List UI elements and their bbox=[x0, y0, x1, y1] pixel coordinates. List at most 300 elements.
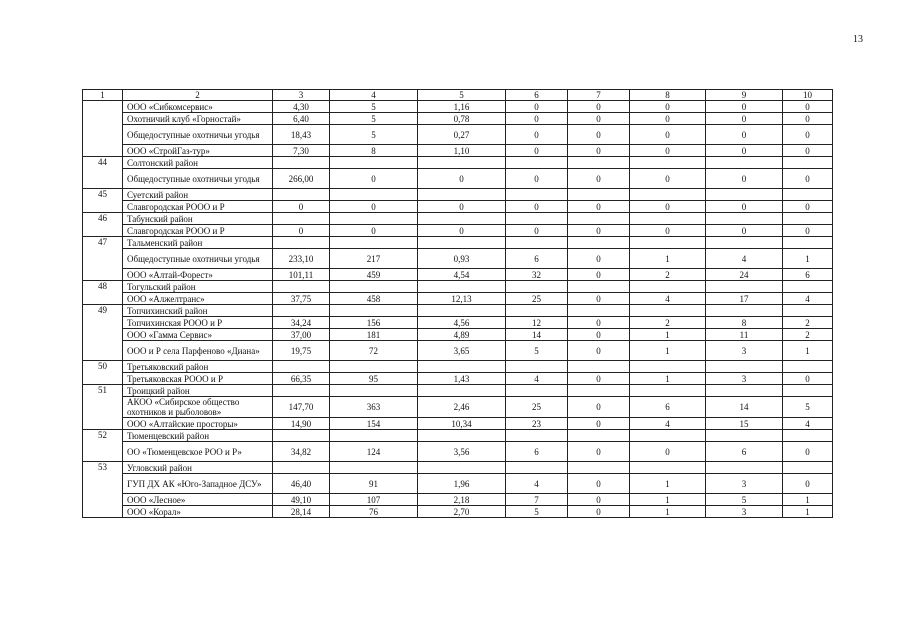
table-row bbox=[83, 418, 833, 430]
organization-name: Общедоступные охотничьи угодья bbox=[123, 125, 273, 145]
column-number-header: 1 bbox=[83, 90, 123, 101]
value-cell: 2,70 bbox=[418, 506, 506, 518]
empty-cell bbox=[506, 157, 568, 169]
value-cell: 7 bbox=[506, 494, 568, 506]
value-cell: 4 bbox=[706, 249, 783, 269]
empty-cell bbox=[706, 361, 783, 373]
empty-cell bbox=[706, 157, 783, 169]
value-cell: 1,96 bbox=[418, 474, 506, 494]
table-row bbox=[83, 225, 833, 237]
table-row bbox=[83, 329, 833, 341]
value-cell: 10,34 bbox=[418, 418, 506, 430]
empty-cell bbox=[506, 305, 568, 317]
empty-cell bbox=[568, 237, 630, 249]
value-cell: 0 bbox=[506, 125, 568, 145]
district-number: 53 bbox=[83, 462, 123, 518]
value-cell: 12,13 bbox=[418, 293, 506, 305]
empty-cell bbox=[706, 430, 783, 442]
value-cell: 0 bbox=[506, 225, 568, 237]
empty-cell bbox=[783, 361, 833, 373]
value-cell: 0 bbox=[783, 474, 833, 494]
value-cell: 4 bbox=[783, 293, 833, 305]
value-cell: 0 bbox=[568, 397, 630, 418]
value-cell: 49,10 bbox=[273, 494, 330, 506]
empty-cell bbox=[630, 157, 706, 169]
empty-cell bbox=[330, 189, 418, 201]
empty-cell bbox=[506, 361, 568, 373]
value-cell: 95 bbox=[330, 373, 418, 385]
empty-cell bbox=[783, 385, 833, 397]
value-cell: 14,90 bbox=[273, 418, 330, 430]
value-cell: 5 bbox=[330, 113, 418, 125]
value-cell: 0 bbox=[630, 113, 706, 125]
value-cell: 0 bbox=[568, 169, 630, 189]
district-row bbox=[83, 213, 833, 225]
district-name: Тальменский район bbox=[123, 237, 273, 249]
value-cell: 0 bbox=[568, 249, 630, 269]
value-cell: 19,75 bbox=[273, 341, 330, 361]
empty-cell bbox=[506, 385, 568, 397]
empty-cell bbox=[706, 281, 783, 293]
value-cell: 34,82 bbox=[273, 442, 330, 462]
empty-cell bbox=[568, 281, 630, 293]
value-cell: 17 bbox=[706, 293, 783, 305]
value-cell: 6 bbox=[706, 442, 783, 462]
value-cell: 0 bbox=[506, 145, 568, 157]
value-cell: 0 bbox=[568, 329, 630, 341]
table-row bbox=[83, 201, 833, 213]
value-cell: 5 bbox=[706, 494, 783, 506]
district-name: Тогульский район bbox=[123, 281, 273, 293]
value-cell: 5 bbox=[783, 397, 833, 418]
value-cell: 459 bbox=[330, 269, 418, 281]
value-cell: 1 bbox=[783, 249, 833, 269]
value-cell: 0 bbox=[568, 494, 630, 506]
empty-cell bbox=[330, 430, 418, 442]
value-cell: 233,10 bbox=[273, 249, 330, 269]
empty-cell bbox=[630, 237, 706, 249]
table-row bbox=[83, 293, 833, 305]
value-cell: 0 bbox=[568, 201, 630, 213]
value-cell: 0 bbox=[568, 293, 630, 305]
value-cell: 2,46 bbox=[418, 397, 506, 418]
value-cell: 0 bbox=[418, 225, 506, 237]
value-cell: 0 bbox=[706, 125, 783, 145]
district-number: 51 bbox=[83, 385, 123, 430]
empty-cell bbox=[273, 281, 330, 293]
empty-cell bbox=[706, 462, 783, 474]
value-cell: 12 bbox=[506, 317, 568, 329]
empty-cell bbox=[330, 361, 418, 373]
value-cell: 0 bbox=[330, 169, 418, 189]
value-cell: 0 bbox=[630, 125, 706, 145]
empty-cell bbox=[706, 305, 783, 317]
value-cell: 25 bbox=[506, 397, 568, 418]
organization-name: Славгородская РООО и Р bbox=[123, 201, 273, 213]
empty-cell bbox=[783, 430, 833, 442]
empty-cell bbox=[568, 305, 630, 317]
value-cell: 28,14 bbox=[273, 506, 330, 518]
value-cell: 2,18 bbox=[418, 494, 506, 506]
value-cell: 5 bbox=[506, 506, 568, 518]
value-cell: 1 bbox=[630, 329, 706, 341]
table-row bbox=[83, 269, 833, 281]
district-row bbox=[83, 430, 833, 442]
empty-cell bbox=[706, 189, 783, 201]
value-cell: 6 bbox=[506, 442, 568, 462]
organization-name: Охотничий клуб «Горностай» bbox=[123, 113, 273, 125]
value-cell: 0 bbox=[568, 506, 630, 518]
empty-cell bbox=[273, 305, 330, 317]
column-number-header: 4 bbox=[330, 90, 418, 101]
empty-cell bbox=[630, 462, 706, 474]
value-cell: 4,89 bbox=[418, 329, 506, 341]
district-number: 47 bbox=[83, 237, 123, 281]
value-cell: 4,56 bbox=[418, 317, 506, 329]
value-cell: 0 bbox=[630, 225, 706, 237]
table-row bbox=[83, 341, 833, 361]
column-number-header: 3 bbox=[273, 90, 330, 101]
value-cell: 0 bbox=[273, 225, 330, 237]
column-number-header: 9 bbox=[706, 90, 783, 101]
value-cell: 0 bbox=[568, 225, 630, 237]
value-cell: 2 bbox=[783, 317, 833, 329]
empty-cell bbox=[568, 430, 630, 442]
value-cell: 1 bbox=[630, 373, 706, 385]
table-row bbox=[83, 249, 833, 269]
value-cell: 266,00 bbox=[273, 169, 330, 189]
value-cell: 0 bbox=[568, 341, 630, 361]
empty-cell bbox=[273, 361, 330, 373]
value-cell: 14 bbox=[706, 397, 783, 418]
empty-cell bbox=[330, 462, 418, 474]
empty-cell bbox=[418, 281, 506, 293]
value-cell: 3 bbox=[706, 506, 783, 518]
column-number-header: 5 bbox=[418, 90, 506, 101]
empty-cell bbox=[273, 385, 330, 397]
value-cell: 124 bbox=[330, 442, 418, 462]
value-cell: 25 bbox=[506, 293, 568, 305]
value-cell: 156 bbox=[330, 317, 418, 329]
empty-cell bbox=[418, 385, 506, 397]
district-row bbox=[83, 361, 833, 373]
value-cell: 0 bbox=[568, 125, 630, 145]
value-cell: 0 bbox=[783, 101, 833, 113]
value-cell: 0,93 bbox=[418, 249, 506, 269]
value-cell: 0 bbox=[783, 113, 833, 125]
value-cell: 147,70 bbox=[273, 397, 330, 418]
empty-cell bbox=[630, 189, 706, 201]
value-cell: 14 bbox=[506, 329, 568, 341]
district-name: Солтонский район bbox=[123, 157, 273, 169]
value-cell: 3,56 bbox=[418, 442, 506, 462]
empty-cell bbox=[330, 157, 418, 169]
value-cell: 0 bbox=[706, 113, 783, 125]
value-cell: 5 bbox=[506, 341, 568, 361]
value-cell: 0 bbox=[706, 101, 783, 113]
district-row bbox=[83, 281, 833, 293]
organization-name: ООО «Алжелтранс» bbox=[123, 293, 273, 305]
value-cell: 0 bbox=[783, 225, 833, 237]
value-cell: 0 bbox=[630, 101, 706, 113]
value-cell: 5 bbox=[330, 101, 418, 113]
value-cell: 0 bbox=[568, 418, 630, 430]
value-cell: 1,10 bbox=[418, 145, 506, 157]
value-cell: 1 bbox=[630, 506, 706, 518]
value-cell: 34,24 bbox=[273, 317, 330, 329]
value-cell: 0,78 bbox=[418, 113, 506, 125]
value-cell: 0 bbox=[568, 442, 630, 462]
value-cell: 7,30 bbox=[273, 145, 330, 157]
value-cell: 1 bbox=[630, 494, 706, 506]
value-cell: 181 bbox=[330, 329, 418, 341]
district-row bbox=[83, 462, 833, 474]
value-cell: 8 bbox=[706, 317, 783, 329]
value-cell: 0 bbox=[568, 145, 630, 157]
empty-cell bbox=[330, 385, 418, 397]
district-number: 48 bbox=[83, 281, 123, 305]
value-cell: 1 bbox=[630, 341, 706, 361]
value-cell: 2 bbox=[630, 317, 706, 329]
empty-cell bbox=[568, 361, 630, 373]
column-number-header: 2 bbox=[123, 90, 273, 101]
value-cell: 217 bbox=[330, 249, 418, 269]
value-cell: 1 bbox=[783, 506, 833, 518]
value-cell: 6 bbox=[630, 397, 706, 418]
table-row bbox=[83, 317, 833, 329]
district-number: 46 bbox=[83, 213, 123, 237]
table-row bbox=[83, 397, 833, 418]
value-cell: 3,65 bbox=[418, 341, 506, 361]
table-body bbox=[83, 90, 833, 518]
empty-cell bbox=[330, 213, 418, 225]
table-row bbox=[83, 442, 833, 462]
value-cell: 0 bbox=[783, 125, 833, 145]
value-cell: 37,75 bbox=[273, 293, 330, 305]
empty-cell bbox=[418, 361, 506, 373]
value-cell: 6 bbox=[506, 249, 568, 269]
value-cell: 4 bbox=[630, 293, 706, 305]
district-number: 52 bbox=[83, 430, 123, 462]
district-row bbox=[83, 157, 833, 169]
district-row bbox=[83, 305, 833, 317]
empty-cell bbox=[330, 305, 418, 317]
value-cell: 0 bbox=[418, 201, 506, 213]
value-cell: 0 bbox=[630, 145, 706, 157]
value-cell: 0 bbox=[706, 169, 783, 189]
value-cell: 66,35 bbox=[273, 373, 330, 385]
district-number: 44 bbox=[83, 157, 123, 189]
empty-cell bbox=[783, 281, 833, 293]
district-number bbox=[83, 101, 123, 157]
empty-cell bbox=[630, 430, 706, 442]
value-cell: 4,30 bbox=[273, 101, 330, 113]
organization-name: ООО «СтройГаз-тур» bbox=[123, 145, 273, 157]
value-cell: 11 bbox=[706, 329, 783, 341]
value-cell: 363 bbox=[330, 397, 418, 418]
value-cell: 4 bbox=[506, 373, 568, 385]
column-number-row bbox=[83, 90, 833, 101]
empty-cell bbox=[418, 305, 506, 317]
value-cell: 0 bbox=[506, 201, 568, 213]
empty-cell bbox=[630, 281, 706, 293]
empty-cell bbox=[330, 281, 418, 293]
value-cell: 0 bbox=[273, 201, 330, 213]
district-name: Табунский район bbox=[123, 213, 273, 225]
organization-name: ООО и Р села Парфеново «Диана» bbox=[123, 341, 273, 361]
district-name: Угловский район bbox=[123, 462, 273, 474]
district-name: Третьяковский район bbox=[123, 361, 273, 373]
value-cell: 0 bbox=[330, 201, 418, 213]
value-cell: 0 bbox=[568, 269, 630, 281]
value-cell: 154 bbox=[330, 418, 418, 430]
empty-cell bbox=[630, 305, 706, 317]
value-cell: 1,43 bbox=[418, 373, 506, 385]
district-number: 45 bbox=[83, 189, 123, 213]
value-cell: 0,27 bbox=[418, 125, 506, 145]
value-cell: 0 bbox=[783, 442, 833, 462]
empty-cell bbox=[506, 213, 568, 225]
value-cell: 2 bbox=[630, 269, 706, 281]
value-cell: 0 bbox=[418, 169, 506, 189]
empty-cell bbox=[273, 237, 330, 249]
empty-cell bbox=[273, 189, 330, 201]
value-cell: 1 bbox=[783, 494, 833, 506]
value-cell: 0 bbox=[568, 474, 630, 494]
empty-cell bbox=[568, 385, 630, 397]
value-cell: 1,16 bbox=[418, 101, 506, 113]
empty-cell bbox=[706, 213, 783, 225]
organization-name: АКОО «Сибирское общество охотников и рыболовов» bbox=[123, 397, 273, 418]
value-cell: 1 bbox=[783, 341, 833, 361]
empty-cell bbox=[706, 385, 783, 397]
value-cell: 0 bbox=[568, 113, 630, 125]
organization-name: ООО «Сибкомсервис» bbox=[123, 101, 273, 113]
value-cell: 4,54 bbox=[418, 269, 506, 281]
column-number-header: 10 bbox=[783, 90, 833, 101]
empty-cell bbox=[568, 213, 630, 225]
empty-cell bbox=[273, 157, 330, 169]
value-cell: 0 bbox=[630, 201, 706, 213]
value-cell: 0 bbox=[568, 373, 630, 385]
value-cell: 4 bbox=[506, 474, 568, 494]
column-number-header: 7 bbox=[568, 90, 630, 101]
empty-cell bbox=[273, 462, 330, 474]
table-row bbox=[83, 113, 833, 125]
value-cell: 76 bbox=[330, 506, 418, 518]
organization-name: ГУП ДХ АК «Юго-Западное ДСУ» bbox=[123, 474, 273, 494]
value-cell: 37,00 bbox=[273, 329, 330, 341]
empty-cell bbox=[418, 430, 506, 442]
empty-cell bbox=[506, 237, 568, 249]
organization-name: Третьяковская РООО и Р bbox=[123, 373, 273, 385]
empty-cell bbox=[418, 213, 506, 225]
table-row bbox=[83, 506, 833, 518]
value-cell: 72 bbox=[330, 341, 418, 361]
value-cell: 4 bbox=[783, 418, 833, 430]
organization-name: ООО «Алтайские просторы» bbox=[123, 418, 273, 430]
empty-cell bbox=[418, 189, 506, 201]
table-row bbox=[83, 169, 833, 189]
empty-cell bbox=[273, 213, 330, 225]
value-cell: 107 bbox=[330, 494, 418, 506]
column-number-header: 6 bbox=[506, 90, 568, 101]
page-number: 13 bbox=[853, 34, 863, 45]
empty-cell bbox=[273, 430, 330, 442]
value-cell: 0 bbox=[783, 201, 833, 213]
value-cell: 3 bbox=[706, 341, 783, 361]
empty-cell bbox=[783, 462, 833, 474]
table-row bbox=[83, 474, 833, 494]
empty-cell bbox=[783, 157, 833, 169]
organization-name: Славгородская РООО и Р bbox=[123, 225, 273, 237]
empty-cell bbox=[506, 462, 568, 474]
value-cell: 0 bbox=[706, 201, 783, 213]
value-cell: 3 bbox=[706, 474, 783, 494]
empty-cell bbox=[506, 189, 568, 201]
table-row bbox=[83, 145, 833, 157]
district-row bbox=[83, 189, 833, 201]
value-cell: 32 bbox=[506, 269, 568, 281]
value-cell: 8 bbox=[330, 145, 418, 157]
empty-cell bbox=[418, 237, 506, 249]
value-cell: 18,43 bbox=[273, 125, 330, 145]
empty-cell bbox=[783, 237, 833, 249]
value-cell: 24 bbox=[706, 269, 783, 281]
empty-cell bbox=[706, 237, 783, 249]
value-cell: 2 bbox=[783, 329, 833, 341]
value-cell: 0 bbox=[783, 145, 833, 157]
value-cell: 6 bbox=[783, 269, 833, 281]
table-row bbox=[83, 125, 833, 145]
value-cell: 46,40 bbox=[273, 474, 330, 494]
district-name: Тюменцевский район bbox=[123, 430, 273, 442]
value-cell: 4 bbox=[630, 418, 706, 430]
district-name: Троицкий район bbox=[123, 385, 273, 397]
organization-name: Топчихинская РООО и Р bbox=[123, 317, 273, 329]
empty-cell bbox=[630, 213, 706, 225]
hunting-grounds-table bbox=[82, 89, 833, 518]
organization-name: Общедоступные охотничьи угодья bbox=[123, 169, 273, 189]
district-row bbox=[83, 237, 833, 249]
empty-cell bbox=[418, 157, 506, 169]
empty-cell bbox=[568, 189, 630, 201]
empty-cell bbox=[568, 462, 630, 474]
value-cell: 0 bbox=[568, 317, 630, 329]
value-cell: 101,11 bbox=[273, 269, 330, 281]
empty-cell bbox=[783, 213, 833, 225]
value-cell: 15 bbox=[706, 418, 783, 430]
value-cell: 91 bbox=[330, 474, 418, 494]
empty-cell bbox=[330, 237, 418, 249]
district-number: 50 bbox=[83, 361, 123, 385]
column-number-header: 8 bbox=[630, 90, 706, 101]
value-cell: 0 bbox=[783, 169, 833, 189]
district-name: Суетский район bbox=[123, 189, 273, 201]
value-cell: 0 bbox=[506, 101, 568, 113]
empty-cell bbox=[418, 462, 506, 474]
empty-cell bbox=[506, 430, 568, 442]
value-cell: 6,40 bbox=[273, 113, 330, 125]
value-cell: 1 bbox=[630, 249, 706, 269]
district-name: Топчихинский район bbox=[123, 305, 273, 317]
value-cell: 0 bbox=[568, 101, 630, 113]
value-cell: 0 bbox=[783, 373, 833, 385]
table-row bbox=[83, 101, 833, 113]
organization-name: ООО «Лесное» bbox=[123, 494, 273, 506]
organization-name: ООО «Гамма Сервис» bbox=[123, 329, 273, 341]
empty-cell bbox=[630, 385, 706, 397]
